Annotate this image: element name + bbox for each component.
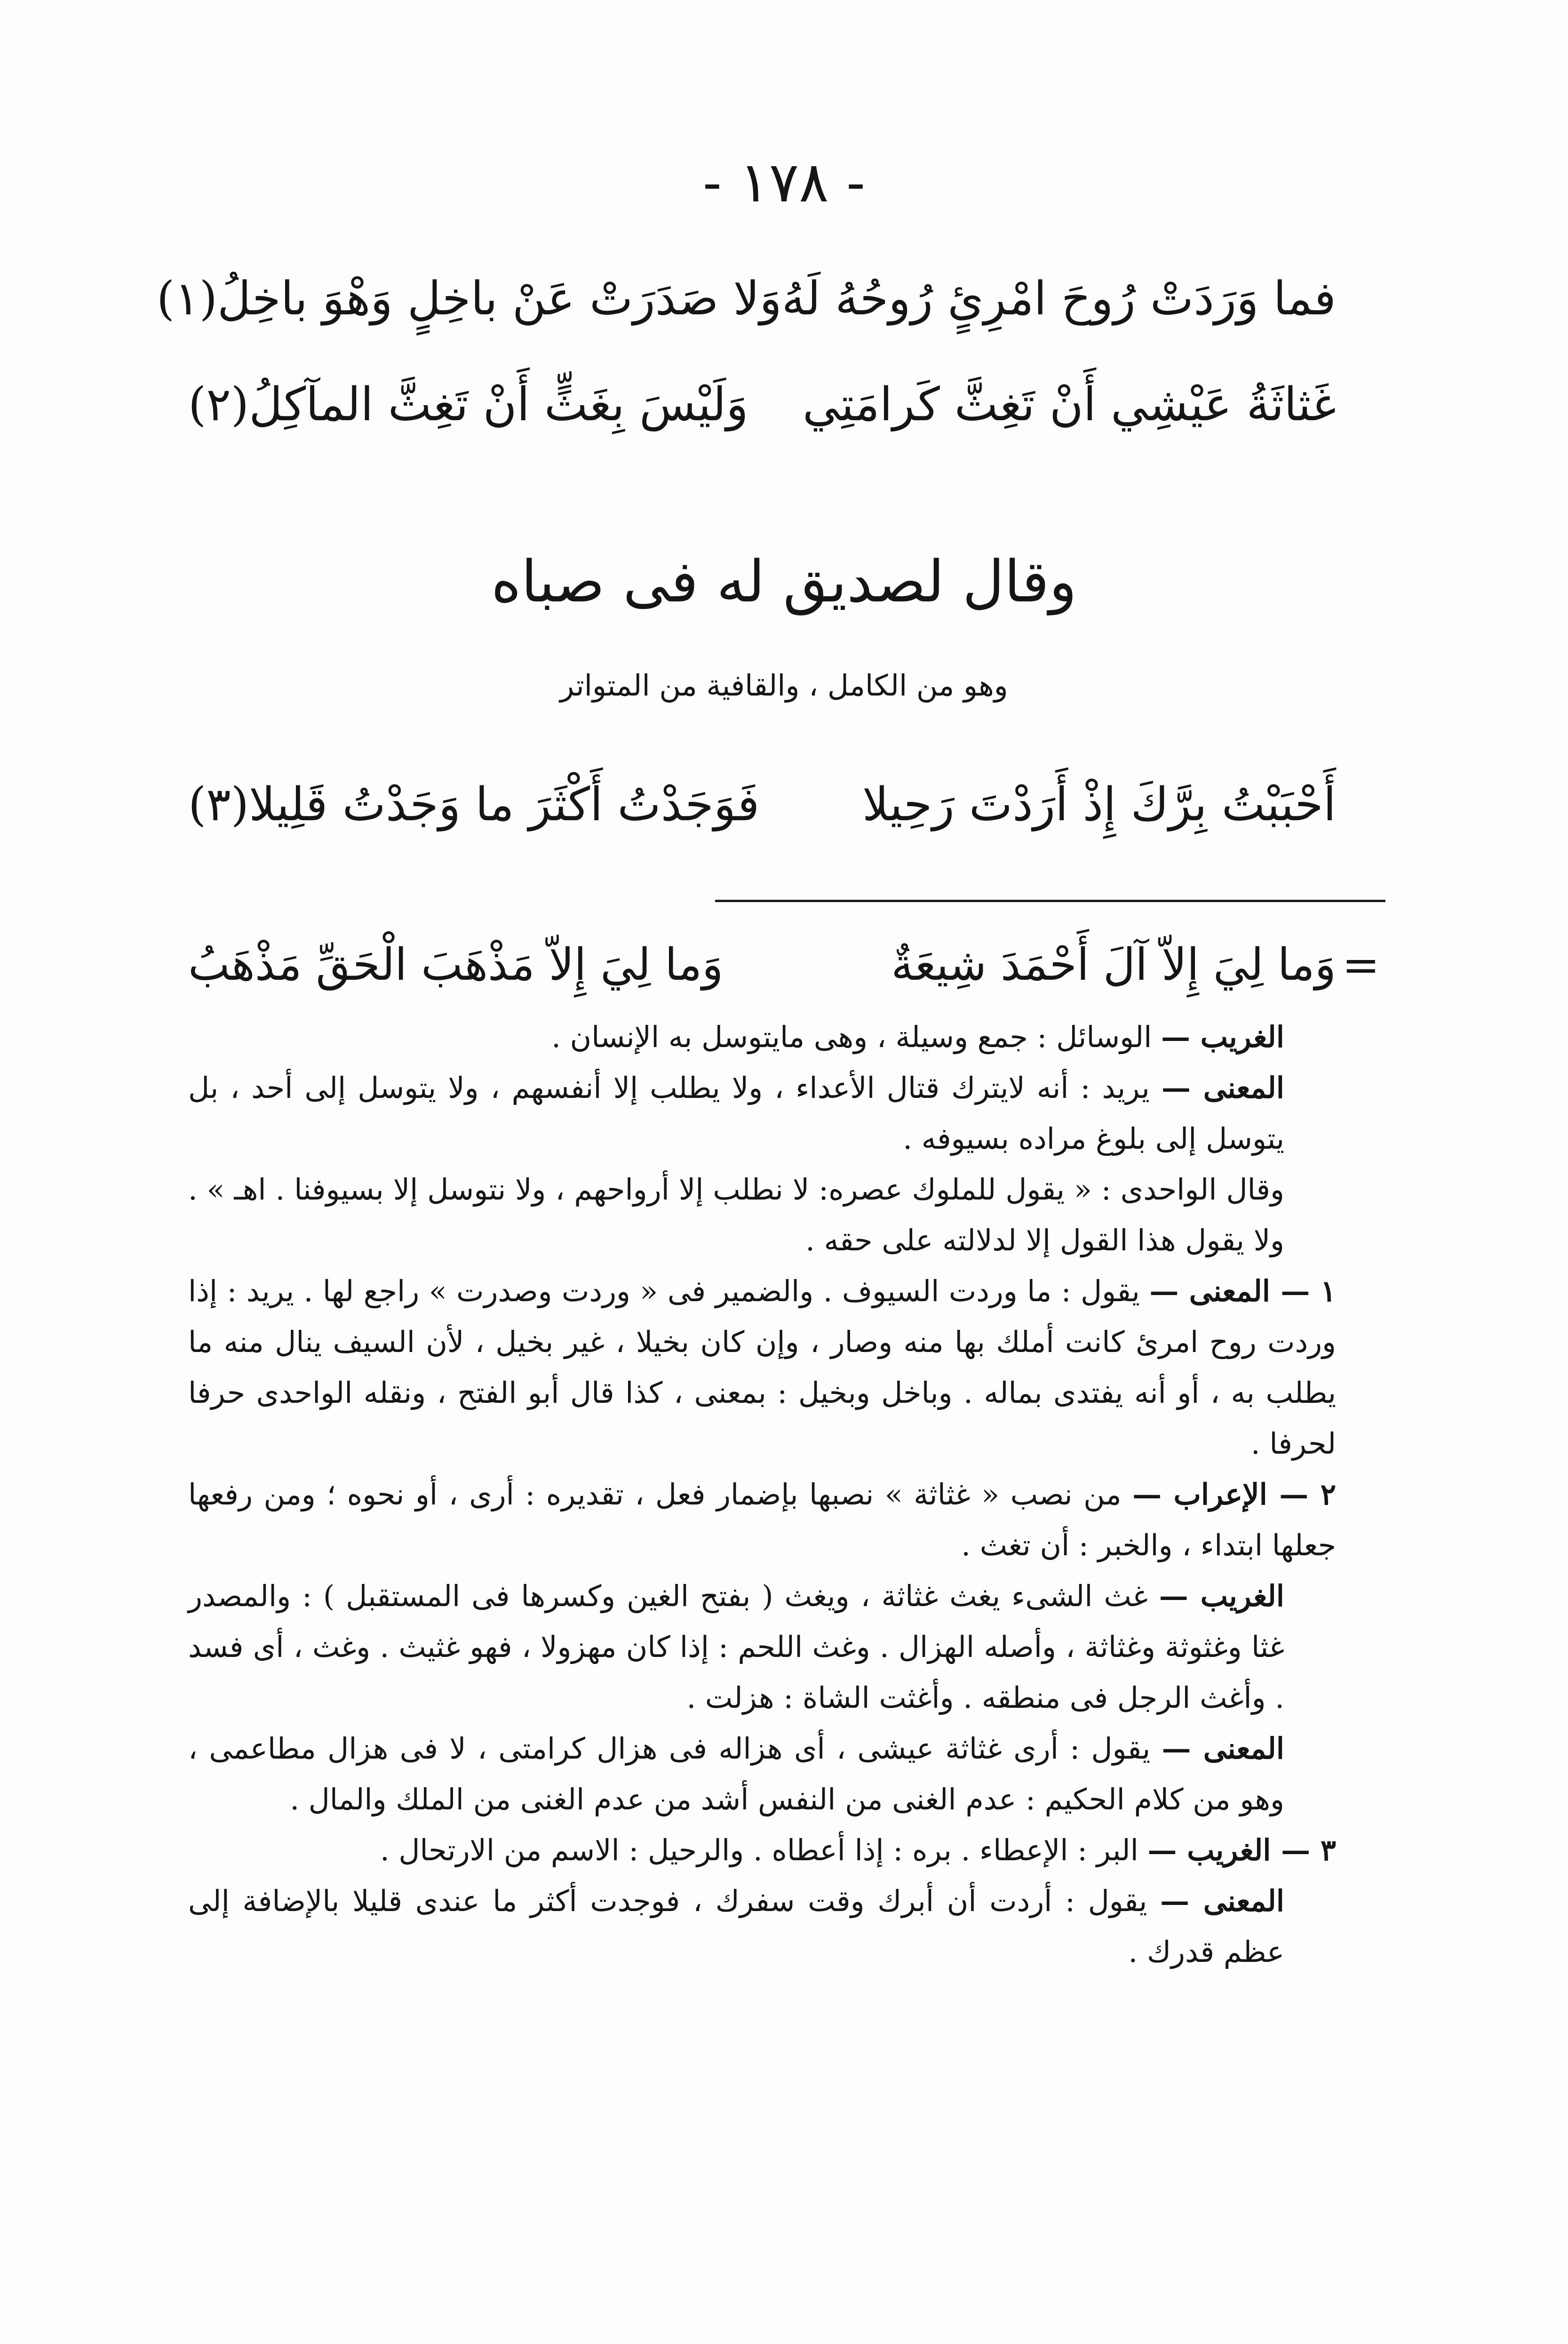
verse-second-hemistich: وَما لِيَ إِلاّ مَذْهَبَ الْحَقِّ مَذْهَبُ xyxy=(188,939,724,991)
section-title: وقال لصديق له فى صباه xyxy=(491,548,1077,615)
commentary-text: وقال الواحدى : « يقول للملوك عصره: لا نطلب إلا أرواحهم ، ولا نتوسل إلا بسيوفنا . اهـ » . ولا يقول هذا القول إلا لدلالته على حقه . xyxy=(188,1172,1284,1257)
meter-note: وهو من الكامل ، والقافية من المتواتر xyxy=(560,668,1008,703)
commentary-text: من نصب « غثاثة » نصبها بإضمار فعل ، تقديره : أرى ، أو نحوه ؛ ومن رفعها جعلها ابتداء ، والخبر : أن تغث . xyxy=(188,1477,1336,1562)
verse-line xyxy=(188,362,1336,447)
commentary-label: المعنى — xyxy=(1160,1884,1284,1918)
verse-second-hemistich: وَلَيْسَ بِغَثٍّ أَنْ تَغِثَّ المآكِلُ(٢) xyxy=(188,378,748,432)
commentary-text: الوسائل : جمع وسيلة ، وهى مايتوسل به الإنسان . xyxy=(551,1020,1162,1054)
commentary-label: الغريب — xyxy=(1161,1020,1284,1054)
commentary-paragraph xyxy=(188,1469,1336,1571)
verse-first-hemistich: وَما لِيَ إِلاّ آلَ أَحْمَدَ شِيعَةٌ xyxy=(891,939,1336,991)
commentary-paragraph xyxy=(188,1571,1336,1723)
verse-first-hemistich: غَثاثَةُ عَيْشِي أَنْ تَغِثَّ كَرامَتِي xyxy=(803,378,1336,432)
commentary-text: يقول : ما وردت السيوف . والضمير فى « وردت وصدرت » راجع لها . يريد : إذا وردت روح امرئ كانت أملك بها منه وصار ، وإن كان بخيلا ، غير بخيل ، لأن السيف ينال منه ما يطلب به ، أو أنه يفتدى بماله . وباخل وبخيل : بمعنى ، كذا قال أبو الفتح ، ونقله الواحدى حرفا لحرفا . xyxy=(188,1274,1336,1461)
verse-line-main xyxy=(188,762,1336,847)
verse-line xyxy=(156,256,1336,341)
commentary-label: الغريب — xyxy=(1159,1579,1284,1613)
commentary-label: المعنى — xyxy=(1161,1071,1284,1105)
verse-second-hemistich: فَوَجَدْتُ أَكْثَرَ ما وَجَدْتُ قَلِيلا(٣) xyxy=(188,778,760,832)
commentary-label: ١ — المعنى — xyxy=(1149,1274,1336,1308)
commentary-paragraph xyxy=(188,1012,1336,1063)
commentary xyxy=(188,1012,1336,1977)
commentary-text: غث الشىء يغث غثاثة ، ويغث ( بفتح الغين وكسرها فى المستقبل ) : والمصدر غثا وغثوثة وغثاثة ، وأصله الهزال . وغث اللحم : إذا كان مهزولا ، فهو غثيث . وغث ، أى فسد . وأغث الرجل فى منطقه . وأغثت الشاة : هزلت . xyxy=(188,1579,1284,1715)
commentary-text: يقول : أرى غثاثة عيشى ، أى هزاله فى هزال كرامتى ، لا فى هزال مطاعمى ، وهو من كلام الحكيم : عدم الغنى من النفس أشد من عدم الغنى من الملك والمال . xyxy=(188,1731,1284,1816)
commentary-paragraph xyxy=(188,1876,1336,1977)
commentary-label: ٣ — الغريب — xyxy=(1147,1833,1336,1867)
verse-first-hemistich: أَحْبَبْتُ بِرَّكَ إِذْ أَرَدْتَ رَحِيلا xyxy=(862,778,1336,832)
page-number: - ١٧٨ - xyxy=(703,150,865,215)
commentary-paragraph xyxy=(188,1723,1336,1825)
commentary-paragraph xyxy=(188,1164,1336,1266)
commentary-paragraph xyxy=(188,1266,1336,1469)
commentary-text: يريد : أنه لايترك قتال الأعداء ، ولا يطلب إلا أنفسهم ، ولا يتوسل إلى أحد ، بل يتوسل إلى بلوغ مراده بسيوفه . xyxy=(188,1071,1284,1156)
verse-first-hemistich: فما وَرَدَتْ رُوحَ امْرِئٍ رُوحُهُ لَهُ xyxy=(781,272,1336,326)
commentary-label: المعنى — xyxy=(1162,1731,1284,1766)
continuation-mark: = xyxy=(1342,939,1380,992)
commentary-paragraph xyxy=(188,1825,1336,1876)
commentary-text: البر : الإعطاء . بره : إذا أعطاه . والرحيل : الاسم من الارتحال . xyxy=(380,1833,1148,1867)
verse-second-hemistich: وَلا صَدَرَتْ عَنْ باخِلٍ وَهْوَ باخِلُ(١) xyxy=(156,272,782,326)
commentary-paragraph xyxy=(188,1063,1336,1164)
commentary-text: يقول : أردت أن أبرك وقت سفرك ، فوجدت أكثر ما عندى قليلا بالإضافة إلى عظم قدرك . xyxy=(188,1884,1284,1969)
footnote-divider xyxy=(715,900,1385,902)
commentary-label: ٢ — الإعراب — xyxy=(1132,1477,1336,1512)
continued-verse xyxy=(188,929,1336,1000)
